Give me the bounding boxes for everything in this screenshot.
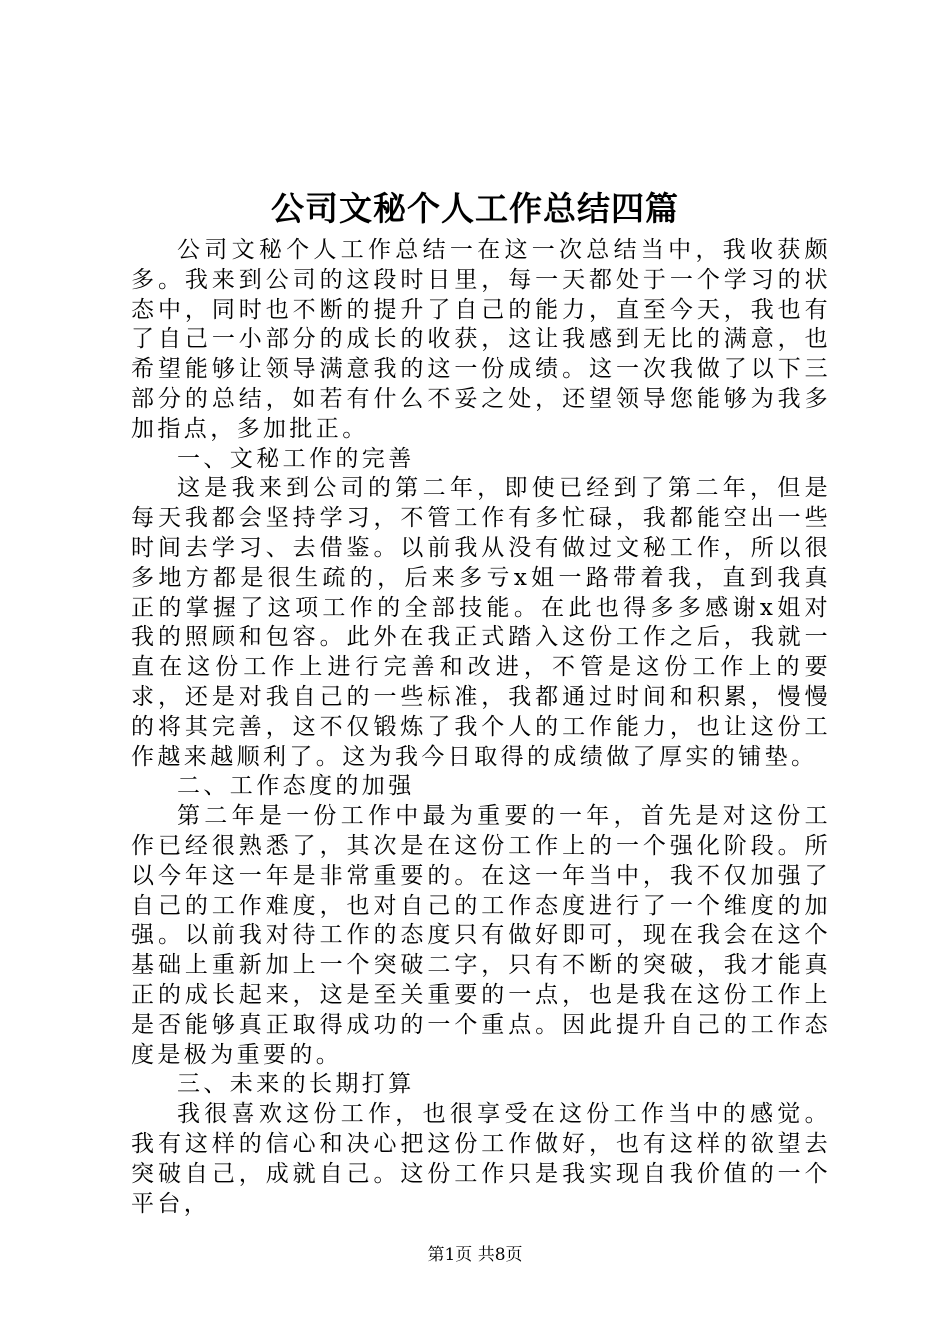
paragraph-section-2: 第二年是一份工作中最为重要的一年，首先是对这份工作已经很熟悉了，其次是在这份工作上的一个强化阶段。所以今年这一年是非常重要的。在这一年当中，我不仅加强了自己的工作难度，也对自己的工作态度进行了一个维度的加强。以前我对待工作的态度只有做好即可，现在我会在这个基础上重新加上一个突破二字，只有不断的突破，我才能真正的成长起来，这是至关重要的一点，也是我在这份工作上是否能够真正取得成功的一个重点。因此提升自己的工作态度是极为重要的。 bbox=[131, 803, 831, 1068]
paragraph-section-3: 我很喜欢这份工作，也很享受在这份工作当中的感觉。我有这样的信心和决心把这份工作做好，也有这样的欲望去突破自己，成就自己。这份工作只是我实现自我价值的一个平台， bbox=[131, 1101, 831, 1217]
section-heading-3: 三、未来的长期打算 bbox=[177, 1071, 415, 1098]
paragraph-section-1: 这是我来到公司的第二年，即使已经到了第二年，但是每天我都会坚持学习，不管工作有多忙碌，我都能空出一些时间去学习、去借鉴。以前我从没有做过文秘工作，所以很多地方都是很生疏的，后来多亏x姐一路带着我，直到我真正的掌握了这项工作的全部技能。在此也得多多感谢x姐对我的照顾和包容。此外在我正式踏入这份工作之后，我就一直在这份工作上进行完善和改进，不管是这份工作上的要求，还是对我自己的一些标准，我都通过时间和积累，慢慢的将其完善，这不仅锻炼了我个人的工作能力，也让这份工作越来越顺利了。这为我今日取得的成绩做了厚实的铺垫。 bbox=[131, 475, 831, 770]
document-title: 公司文秘个人工作总结四篇 bbox=[271, 189, 679, 228]
section-heading-2: 二、工作态度的加强 bbox=[177, 773, 415, 800]
paragraph-intro: 公司文秘个人工作总结一在这一次总结当中，我收获颇多。我来到公司的这段时日里，每一天都处于一个学习的状态中，同时也不断的提升了自己的能力，直至今天，我也有了自己一小部分的成长的收获，这让我感到无比的满意，也希望能够让领导满意我的这一份成绩。这一次我做了以下三部分的总结，如若有什么不妥之处，还望领导您能够为我多加指点，多加批正。 bbox=[131, 237, 831, 442]
document-body bbox=[131, 236, 831, 1219]
page-footer: 第1页 共8页 bbox=[427, 1245, 523, 1265]
section-heading-1: 一、文秘工作的完善 bbox=[177, 445, 415, 472]
